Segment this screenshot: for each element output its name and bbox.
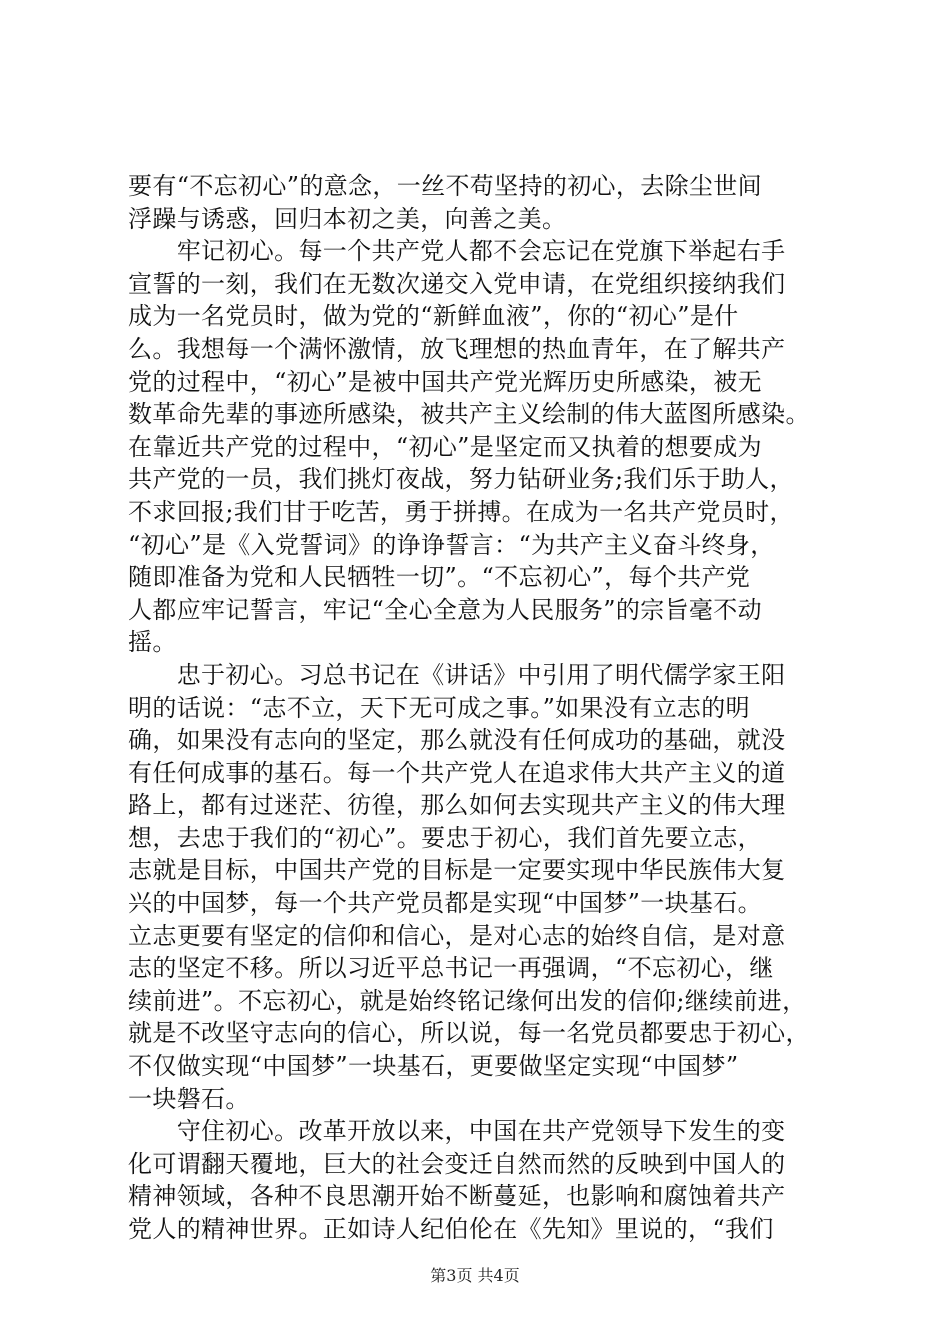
text-line: 化可谓翻天覆地，巨大的社会变迁自然而然的反映到中国人的 [128,1149,786,1178]
text-line: 党人的精神世界。正如诗人纪伯伦在《先知》里说的，“我们 [128,1215,774,1243]
text-line: 忠于初心。习总书记在《讲话》中引用了明代儒学家王阳 [128,660,786,689]
text-line: 续前进”。不忘初心，就是始终铭记缘何出发的信仰;继续前进， [128,986,807,1015]
text-line: 立志更要有坚定的信仰和信心，是对心志的始终自信，是对意 [128,921,786,950]
text-line: “初心”是《入党誓词》的诤诤誓言：“为共产主义奋斗终身， [128,530,775,559]
text-line: 不仅做实现“中国梦”一块基石，更要做坚定实现“中国梦” [128,1052,739,1081]
text-line: 就是不改坚守志向的信心，所以说，每一名党员都要忠于初心， [128,1019,810,1048]
text-line: 宣誓的一刻，我们在无数次递交入党申请，在党组织接纳我们 [128,269,786,298]
text-line: 确，如果没有志向的坚定，那么就没有任何成功的基础，就没 [128,726,786,755]
text-line: 牢记初心。每一个共产党人都不会忘记在党旗下举起右手 [128,237,786,266]
text-line: 兴的中国梦，每一个共产党员都是实现“中国梦”一块基石。 [128,889,762,918]
text-line: 路上，都有过迷茫、彷徨，那么如何去实现共产主义的伟大理 [128,791,786,820]
text-line: 明的话说：“志不立，天下无可成之事。”如果没有立志的明 [128,693,750,722]
text-line: 人都应牢记誓言，牢记“全心全意为人民服务”的宗旨毫不动 [128,595,762,624]
text-line: 不求回报;我们甘于吃苦，勇于拼搏。在成为一名共产党员时， [128,497,794,526]
text-line: 共产党的一员，我们挑灯夜战，努力钻研业务;我们乐于助人， [128,465,794,494]
text-line: 要有“不忘初心”的意念，一丝不苟坚持的初心，去除尘世间 [128,172,762,200]
text-line: 想，去忠于我们的“初心”。要忠于初心，我们首先要立志， [128,823,762,852]
text-line: 志就是目标，中国共产党的目标是一定要实现中华民族伟大复 [128,856,786,885]
text-line: 摇。 [128,628,177,657]
text-line: 数革命先辈的事迹所感染，被共产主义绘制的伟大蓝图所感染。 [128,400,810,429]
text-line: 党的过程中，“初心”是被中国共产党光辉历史所感染，被无 [128,367,762,396]
text-line: 随即准备为党和人民牺牲一切”。“不忘初心”，每个共产党 [128,563,751,592]
text-line: 浮躁与诱惑，回归本初之美，向善之美。 [128,204,567,233]
text-line: 一块磐石。 [128,1084,250,1113]
text-line: 志的坚定不移。所以习近平总书记一再强调，“不忘初心，继 [128,954,774,983]
text-line: 精神领域，各种不良思潮开始不断蔓延，也影响和腐蚀着共产 [128,1182,786,1211]
text-line: 在靠近共产党的过程中，“初心”是坚定而又执着的想要成为 [128,432,762,461]
body-text [128,170,828,1246]
text-line: 么。我想每一个满怀激情，放飞理想的热血青年，在了解共产 [128,334,786,363]
page-number-footer: 第3页 共4页 [430,1266,520,1285]
text-line: 守住初心。改革开放以来，中国在共产党领导下发生的变 [128,1117,786,1146]
text-line: 有任何成事的基石。每一个共产党人在追求伟大共产主义的道 [128,758,786,787]
text-line: 成为一名党员时，做为党的“新鲜血液”，你的“初心”是什 [128,302,739,331]
